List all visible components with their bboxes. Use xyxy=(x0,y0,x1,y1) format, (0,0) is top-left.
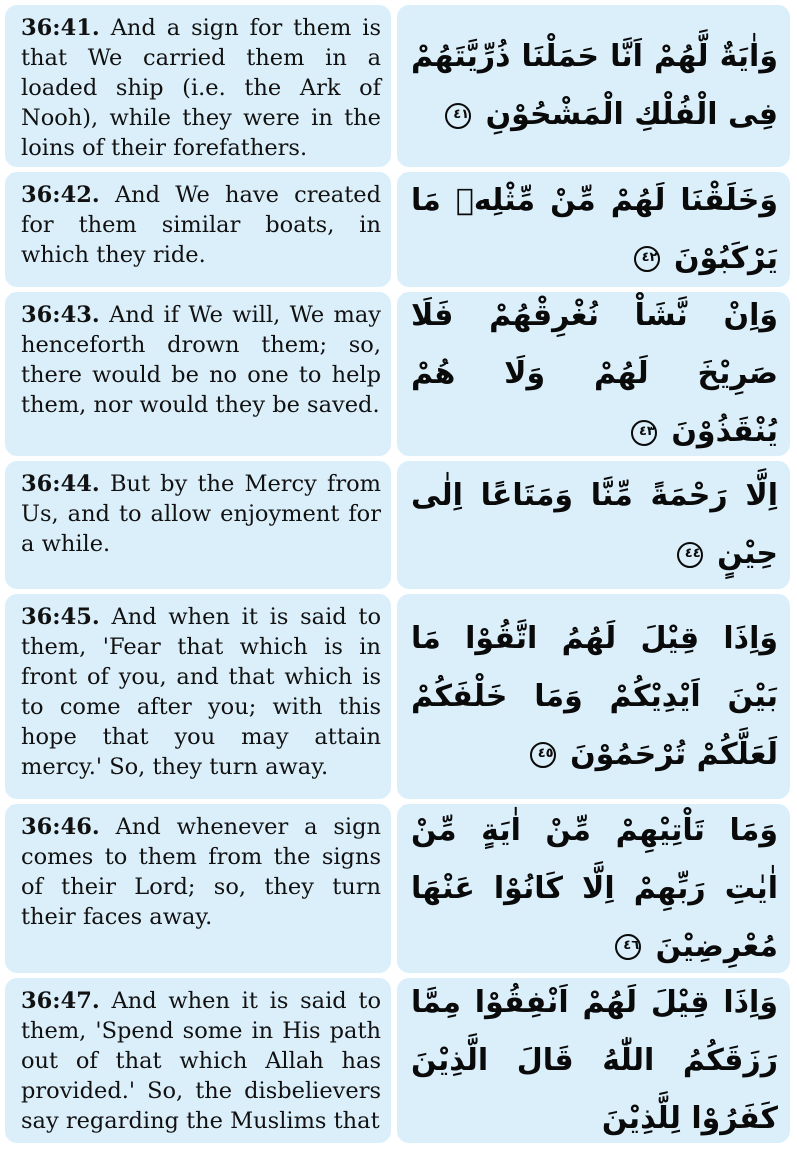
translation-body: But by the Mercy from Us, and to allow enjoyment for a while. xyxy=(21,471,381,557)
verse-ref: 36:45. xyxy=(21,604,100,630)
arabic-card xyxy=(397,461,790,589)
verse-ref: 36:41. xyxy=(21,15,100,41)
verse-ref: 36:46. xyxy=(21,814,100,840)
verse-row-42 xyxy=(5,172,790,287)
arabic-body: اِلَّا رَحْمَةً مِّنَّا وَمَتَاعًا اِلٰى حِيْنٍ xyxy=(411,478,778,571)
translation-card xyxy=(5,804,391,973)
arabic-text xyxy=(411,467,778,583)
translation-body: And if We will, We may henceforth drown them; so, there would be no one to help them, nor would they be saved. xyxy=(21,302,382,418)
arabic-text xyxy=(411,610,778,784)
translation-card xyxy=(5,594,391,799)
ayah-number-marker: ٤٥ xyxy=(530,742,556,768)
arabic-body: وَاِنْ نَّشَاْ نُغْرِقْهُمْ فَلَا صَرِيْخَ لَهُمْ وَلَا هُمْ يُنْقَذُوْنَ xyxy=(411,298,778,449)
translation-card xyxy=(5,461,391,589)
translation-body: And when it is said to them, 'Spend some in His path out of that which Allah has provided.' So, the disbelievers say regarding the Muslims that xyxy=(21,988,381,1134)
arabic-card xyxy=(397,978,790,1143)
arabic-card xyxy=(397,594,790,799)
arabic-body: وَاِذَا قِيْلَ لَهُمُ اتَّقُوْا مَا بَيْنَ اَيْدِيْكُمْ وَمَا خَلْفَكُمْ لَعَلَّكُمْ تُرْحَمُوْنَ xyxy=(411,620,778,772)
verse-row-45 xyxy=(5,594,790,799)
translation-text xyxy=(21,602,381,782)
ayah-number-marker: ٤١ xyxy=(445,103,471,129)
arabic-body: وَاِذَا قِيْلَ لَهُمْ اَنْفِقُوْا مِمَّا رَزَقَكُمُ اللّٰهُ قَالَ الَّذِيْنَ كَفَرُوْا لِلَّذِيْنَ xyxy=(411,984,778,1136)
translation-text xyxy=(21,986,381,1136)
verse-row-44 xyxy=(5,461,790,589)
translation-body: And a sign for them is that We carried them in a loaded ship (i.e. the Ark of Nooh), while they were in the loins of their forefathers. xyxy=(21,15,381,161)
ayah-number-marker: ٤٦ xyxy=(615,934,641,960)
verse-ref: 36:42. xyxy=(21,182,100,208)
arabic-text xyxy=(411,287,778,461)
translation-card xyxy=(5,5,391,167)
translation-text xyxy=(21,13,381,163)
arabic-card xyxy=(397,804,790,973)
arabic-body: وَخَلَقْنَا لَهُمْ مِّنْ مِّثْلِهٖ مَا يَرْكَبُوْنَ xyxy=(411,182,778,276)
verse-row-47 xyxy=(5,978,790,1143)
translation-body: And We have created for them similar boats, in which they ride. xyxy=(21,182,381,268)
arabic-text xyxy=(411,172,778,288)
translation-body: And when it is said to them, 'Fear that which is in front of you, and that which is to come after you; with this hope that you may attain mercy.' So, they turn away. xyxy=(21,604,381,780)
verse-ref: 36:43. xyxy=(21,302,100,328)
arabic-card xyxy=(397,292,790,456)
ayah-number-marker: ٤٣ xyxy=(631,420,657,446)
translation-text xyxy=(21,300,381,420)
arabic-text xyxy=(411,802,778,976)
arabic-card xyxy=(397,5,790,167)
verse-row-46 xyxy=(5,804,790,973)
translation-card xyxy=(5,292,391,456)
translation-card xyxy=(5,172,391,287)
verse-ref: 36:44. xyxy=(21,471,100,497)
arabic-text xyxy=(411,974,778,1148)
ayah-number-marker: ٤٢ xyxy=(634,246,660,272)
verse-row-41 xyxy=(5,5,790,167)
translation-card xyxy=(5,978,391,1143)
arabic-body: وَاٰيَةٌ لَّهُمْ اَنَّا حَمَلْنَا ذُرِّيَّتَهُمْ فِى الْفُلْكِ الْمَشْحُوْنِ xyxy=(411,39,778,132)
verse-row-43 xyxy=(5,292,790,456)
ayah-number-marker: ٤٤ xyxy=(677,542,703,568)
arabic-text xyxy=(411,28,778,144)
translation-body: And whenever a sign comes to them from the signs of their Lord; so, they turn their faces away. xyxy=(21,814,381,930)
translation-text xyxy=(21,812,381,932)
translation-text xyxy=(21,469,381,559)
translation-text xyxy=(21,180,381,270)
arabic-body: وَمَا تَاْتِيْهِمْ مِّنْ اٰيَةٍ مِّنْ اٰيٰتِ رَبِّهِمْ اِلَّا كَانُوْا عَنْهَا مُعْرِضِيْنَ xyxy=(411,812,778,964)
arabic-card xyxy=(397,172,790,287)
verse-ref: 36:47. xyxy=(21,988,100,1014)
